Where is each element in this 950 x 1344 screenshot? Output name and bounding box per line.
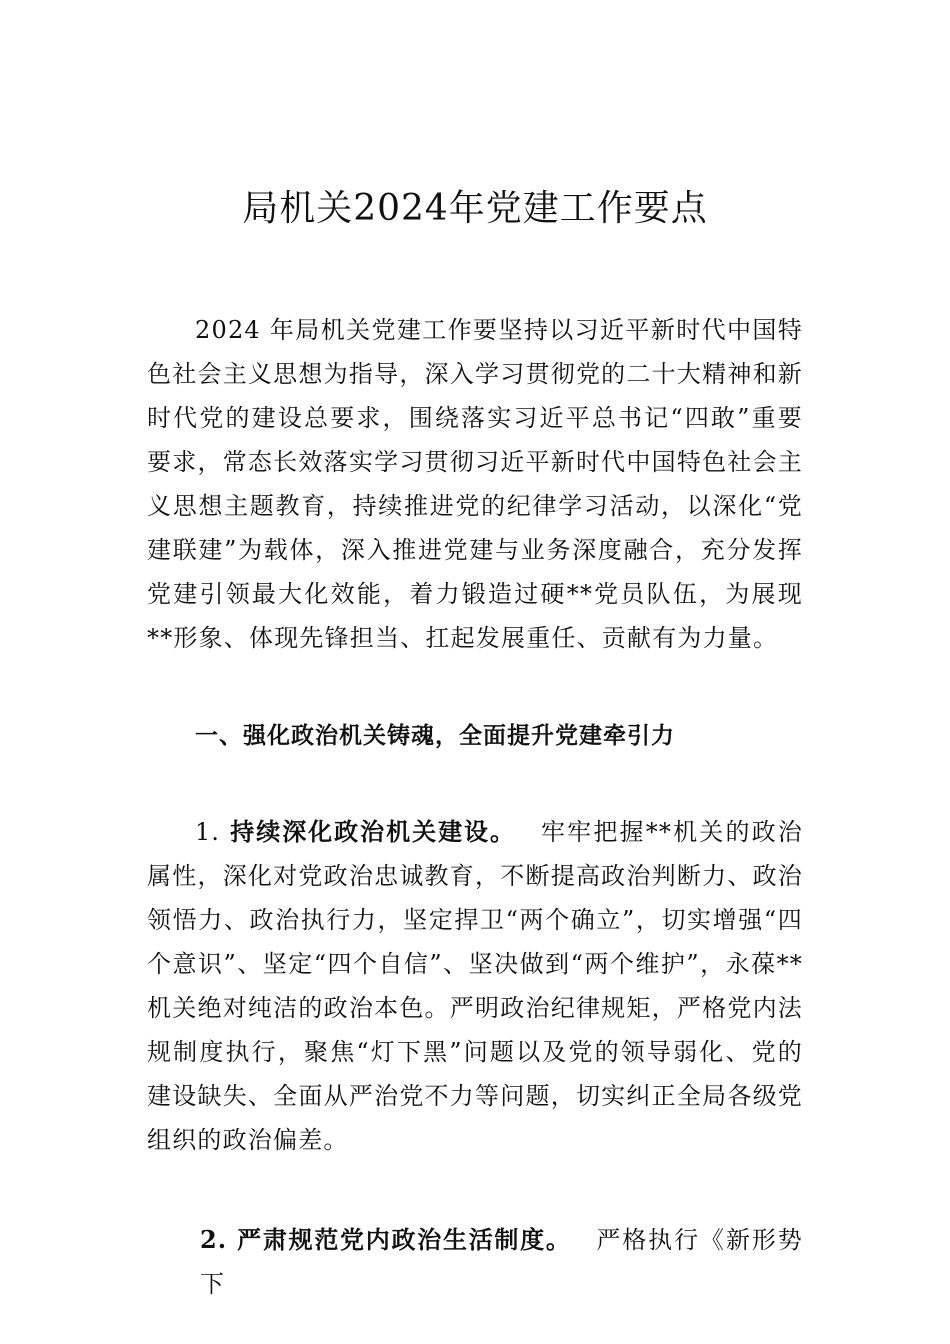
document-title: 局机关2024年党建工作要点: [242, 188, 708, 230]
item-2-lead: [200, 1226, 572, 1254]
item-2-body: 严格执行《新形势下: [200, 1226, 804, 1298]
item-2-lead-text: 严肃规范党内政治生活制度。: [237, 1226, 572, 1254]
item-1-body: 牢牢把握**机关的政治属性，深化对党政治忠诚教育，不断提高政治判断力、政治领悟力、政治执行力，坚定捍卫“两个确立”，切实增强“四个意识”、坚定“四个自信”、坚决做到“两个维护”，永葆**机关绝对纯洁的政治本色。严明政治纪律规矩，严格党内法规制度执行，聚焦“灯下黑”问题以及党的领导弱化、党的建设缺失、全面从严治党不力等问题，切实纠正全局各级党组织的政治偏差。: [147, 818, 804, 1154]
item-1-paragraph: [147, 810, 803, 1162]
item-2-paragraph: [200, 1218, 803, 1306]
item-2-number: 2.: [200, 1225, 228, 1254]
intro-paragraph: 2024 年局机关党建工作要坚持以习近平新时代中国特色社会主义思想为指导，深入学习贯彻党的二十大精神和新时代党的建设总要求，围绕落实习近平总书记“四敢”重要要求，常态长效落实学习贯彻习近平新时代中国特色社会主义思想主题教育，持续推进党的纪律学习活动，以深化“党建联建”为载体，深入推进党建与业务深度融合，充分发挥党建引领最大化效能，着力锻造过硬**党员队伍，为展现**形象、体现先锋担当、扛起发展重任、贡献有为力量。: [147, 316, 803, 652]
item-1-number: 1.: [195, 818, 220, 846]
item-1-lead-text: 持续深化政治机关建设。: [230, 818, 517, 846]
section-heading-1: 一、强化政治机关铸魂，全面提升党建牵引力: [195, 723, 675, 749]
item-1-lead: [195, 818, 516, 846]
